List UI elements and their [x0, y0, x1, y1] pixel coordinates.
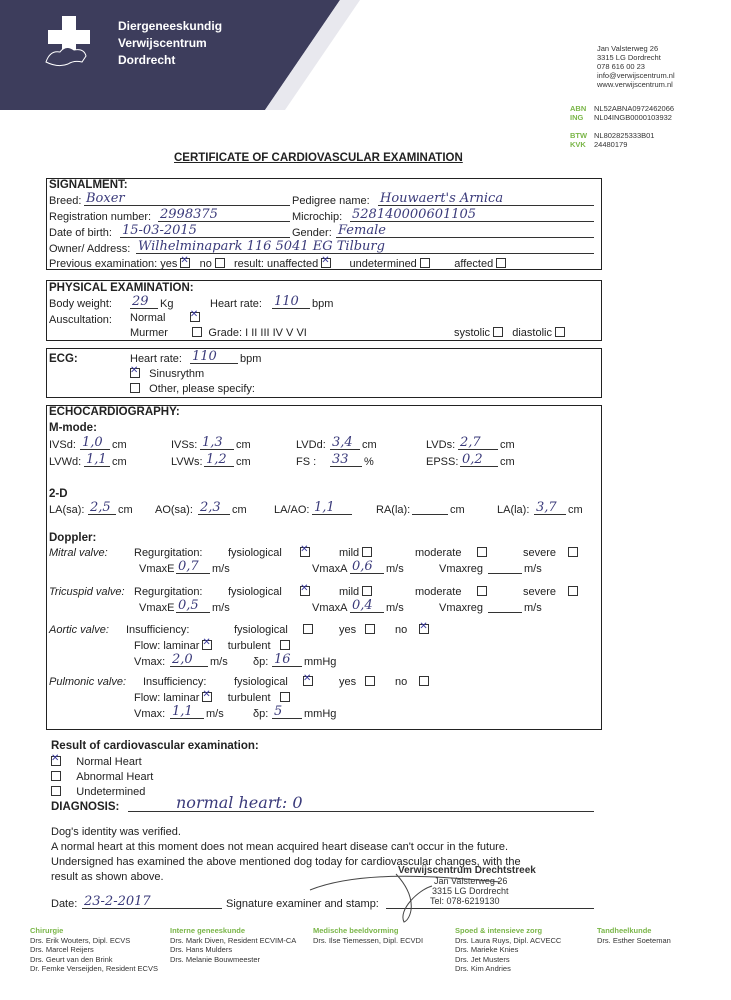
- stamp-line3: Tel: 078-6219130: [430, 896, 500, 906]
- auscultation-label: Auscultation:: [49, 314, 112, 326]
- footer-col1-item: Drs. Erik Wouters, Dipl. ECVS: [30, 935, 131, 945]
- ecg-hr-label: Heart rate:: [130, 353, 182, 365]
- aortic-insuff-label: Insufficiency:: [126, 624, 190, 636]
- clinic-address: [597, 44, 675, 89]
- footer-col5-item: Drs. Esther Soeteman: [597, 935, 671, 945]
- footer-col3-heading: Medische beeldvorming: [313, 926, 399, 935]
- prev-exam-no-checkbox[interactable]: [215, 258, 225, 268]
- address-line1: Jan Valsterweg 26: [597, 44, 659, 53]
- footer-col2-heading: Interne geneeskunde: [170, 926, 246, 935]
- mitral-mild-row: [339, 547, 372, 559]
- mitral-vmaxe-field: [176, 561, 210, 574]
- tricuspid-physio-label: fysiological: [228, 586, 282, 598]
- pulmonic-yes-checkbox[interactable]: [365, 676, 375, 686]
- signature-scribble-icon: [300, 860, 560, 930]
- epss-value: 0,2: [462, 452, 483, 467]
- lvws-value: 1,2: [206, 452, 227, 467]
- clinic-phone: 078 616 00 23: [597, 62, 645, 71]
- gender-field: [336, 225, 594, 238]
- lvwd-label: LVWd:: [49, 456, 82, 468]
- physical-heading: PHYSICAL EXAMINATION:: [49, 282, 194, 294]
- sinus-label: Sinusrythm: [149, 368, 205, 380]
- la-sa-value: 2,5: [90, 500, 111, 515]
- weight-value: 29: [132, 294, 149, 309]
- prev-exam-yes-checkbox[interactable]: [180, 258, 190, 268]
- sinus-row: [130, 368, 204, 380]
- tricuspid-severe-row: [523, 586, 578, 598]
- aortic-yes-checkbox[interactable]: [365, 624, 375, 634]
- pulmonic-dp-field: [272, 706, 302, 719]
- lvds-unit: cm: [500, 439, 515, 451]
- registration-label: Registration number:: [49, 211, 152, 223]
- la-la-field: [534, 502, 566, 515]
- aortic-no-checkbox[interactable]: [419, 624, 429, 634]
- footer-col4-item: Drs. Marieke Knies: [455, 945, 519, 954]
- pulmonic-physio-label: fysiological: [234, 676, 288, 688]
- murmer-label: Murmer: [130, 327, 168, 339]
- footer-beeldvorming: [313, 926, 423, 945]
- aortic-flow-row: [134, 640, 290, 652]
- dob-value: 15-03-2015: [122, 223, 197, 238]
- previous-exam-row: [49, 258, 506, 270]
- tricuspid-moderate-row: [415, 586, 487, 598]
- la-ao-field: [312, 502, 352, 515]
- result-undetermined-label: Undetermined: [76, 786, 146, 798]
- tricuspid-vmaxe-unit: m/s: [212, 602, 230, 614]
- la-ao-value: 1,1: [314, 500, 335, 515]
- ivsd-field: [80, 437, 110, 450]
- echo-heading: ECHOCARDIOGRAPHY:: [49, 406, 180, 418]
- ao-sa-label: AO(sa):: [155, 504, 193, 516]
- mitral-vmaxa-value: 0,6: [352, 559, 373, 574]
- undetermined-checkbox[interactable]: [420, 258, 430, 268]
- ivss-unit: cm: [236, 439, 251, 451]
- result-normal-label: Normal Heart: [76, 756, 142, 768]
- gender-value: Female: [338, 223, 386, 238]
- ecg-hr-unit: bpm: [240, 353, 262, 365]
- owner-field: [136, 241, 594, 254]
- fs-label: FS :: [296, 456, 317, 468]
- aortic-physio-row: [234, 624, 313, 636]
- mitral-severe-row: [523, 547, 578, 559]
- result-normal-row: [51, 756, 142, 768]
- footer-col4-item: Drs. Laura Ruys, Dipl. ACVECC: [455, 935, 562, 945]
- aortic-laminar-label: Flow: laminar: [134, 640, 200, 652]
- diagnosis-label: DIAGNOSIS:: [51, 801, 120, 813]
- signature-label: Signature examiner and stamp:: [226, 898, 379, 910]
- bank-info: [570, 104, 674, 149]
- normal-row: [130, 312, 200, 324]
- aortic-no-label: no: [395, 624, 408, 636]
- pedigree-value: Houwaert's Arnica: [380, 191, 504, 206]
- stamp-line1: Jan Valsterweg 26: [434, 876, 508, 886]
- kvk-label: KVK: [570, 140, 586, 149]
- la-sa-label: LA(sa):: [49, 504, 85, 516]
- ivss-value: 1,3: [202, 435, 223, 450]
- aortic-label: Aortic valve:: [49, 624, 109, 636]
- aortic-vmax-field: [170, 654, 208, 667]
- epss-unit: cm: [500, 456, 515, 468]
- mitral-vmaxreg-label: Vmaxreg: [439, 563, 484, 575]
- murmer-checkbox[interactable]: [192, 327, 202, 337]
- lvws-label: LVWs:: [171, 456, 203, 468]
- microchip-field: [350, 209, 594, 222]
- clinic-name-line3: Dordrecht: [118, 53, 176, 67]
- epss-field: [460, 454, 498, 467]
- pulmonic-turbulent-checkbox[interactable]: [280, 692, 290, 702]
- murmer-row: [130, 327, 307, 339]
- mitral-vmaxreg-unit: m/s: [524, 563, 542, 575]
- statement-line2: A normal heart at this moment does not mean acquired heart disease can't occur in the future.: [51, 841, 509, 853]
- ra-la-label: RA(la):: [376, 504, 411, 516]
- mitral-moderate-row: [415, 547, 487, 559]
- result-undetermined-checkbox[interactable]: [51, 786, 61, 796]
- fs-field: [330, 454, 362, 467]
- pulmonic-turbulent-label: turbulent: [227, 692, 271, 704]
- clinic-name-line2: Verwijscentrum: [118, 36, 207, 50]
- tricuspid-mild-row: [339, 586, 372, 598]
- aortic-dp-field: [272, 654, 302, 667]
- aortic-vmax-value: 2,0: [172, 652, 193, 667]
- ecg-heading: ECG:: [49, 353, 78, 365]
- pulmonic-dp-value: 5: [274, 704, 283, 719]
- normal-label: Normal: [130, 312, 166, 324]
- lvwd-value: 1,1: [86, 452, 107, 467]
- pulmonic-yes-label: yes: [339, 676, 357, 688]
- mitral-vmaxa-field: [350, 561, 384, 574]
- clinic-website: www.verwijscentrum.nl: [597, 80, 673, 89]
- weight-unit: Kg: [160, 298, 174, 310]
- statement-line4: result as shown above.: [51, 871, 164, 883]
- tricuspid-vmaxe-value: 0,5: [178, 598, 199, 613]
- pulmonic-no-checkbox[interactable]: [419, 676, 429, 686]
- result-abnormal-checkbox[interactable]: [51, 771, 61, 781]
- physical-hr-value: 110: [274, 294, 299, 309]
- twod-heading: 2-D: [49, 488, 68, 500]
- la-ao-label: LA/AO:: [274, 504, 310, 516]
- pulmonic-insuff-label: Insufficiency:: [143, 676, 207, 688]
- tricuspid-physio-row: [228, 586, 310, 598]
- la-la-value: 3,7: [536, 500, 557, 515]
- diastolic-checkbox[interactable]: [555, 327, 565, 337]
- footer-tandheelkunde: [597, 926, 671, 945]
- lvdd-field: [330, 437, 360, 450]
- la-la-unit: cm: [568, 504, 583, 516]
- mitral-vmaxe-value: 0,7: [178, 559, 199, 574]
- ing-value: NL04INGB0000103932: [594, 113, 672, 122]
- lvwd-field: [84, 454, 110, 467]
- tricuspid-vmaxa-field: [350, 600, 384, 613]
- footer-col4-item: Drs. Jet Musters: [455, 954, 510, 964]
- owner-label: Owner/ Address:: [49, 243, 131, 255]
- pulmonic-vmax-field: [170, 706, 204, 719]
- abn-label: ABN: [570, 104, 587, 113]
- mitral-severe-label: severe: [523, 547, 557, 559]
- pedigree-field: [378, 193, 594, 206]
- tricuspid-vmaxa-label: VmaxA: [312, 602, 348, 614]
- aortic-physio-label: fysiological: [234, 624, 288, 636]
- dob-field: [120, 225, 290, 238]
- tricuspid-vmaxreg-field: [488, 600, 522, 613]
- ivss-field: [200, 437, 234, 450]
- pulmonic-label: Pulmonic valve:: [49, 676, 127, 688]
- aortic-no-row: [395, 624, 429, 636]
- breed-label: Breed:: [49, 195, 82, 207]
- ivsd-label: IVSd:: [49, 439, 76, 451]
- aortic-vmax-unit: m/s: [210, 656, 228, 668]
- tricuspid-regurg-label: Regurgitation:: [134, 586, 203, 598]
- tricuspid-vmaxa-unit: m/s: [386, 602, 404, 614]
- aortic-dp-value: 16: [274, 652, 291, 667]
- footer-spoed: [455, 926, 561, 974]
- clinic-email: info@verwijscentrum.nl: [597, 71, 675, 80]
- pulmonic-laminar-label: Flow: laminar: [134, 692, 200, 704]
- footer-col1-item: Drs. Marcel Reijers: [30, 945, 94, 954]
- dob-label: Date of birth:: [49, 227, 112, 239]
- footer-col5-heading: Tandheelkunde: [597, 926, 652, 935]
- breed-field: [84, 193, 290, 206]
- date-value: 23-2-2017: [84, 894, 151, 909]
- ing-label: ING: [570, 113, 584, 122]
- affected-checkbox[interactable]: [496, 258, 506, 268]
- lvdd-label: LVDd:: [296, 439, 326, 451]
- tricuspid-mild-checkbox[interactable]: [362, 586, 372, 596]
- abn-value: NL52ABNA0972462066: [594, 104, 675, 113]
- footer-col1-item: Drs. Geurt van den Brink: [30, 954, 113, 964]
- lvds-value: 2,7: [460, 435, 481, 450]
- stamp-line2: 3315 LG Dordrecht: [432, 886, 509, 896]
- ecg-hr-field: [190, 351, 238, 364]
- footer-col2-item: Drs. Melanie Bouwmeester: [170, 954, 261, 964]
- mitral-vmaxreg-field: [488, 561, 522, 574]
- registration-field: [158, 209, 290, 222]
- stamp-name: Verwijscentrum Drechtstreek: [398, 865, 536, 876]
- systolic-label: systolic: [454, 327, 491, 339]
- tricuspid-vmaxreg-label: Vmaxreg: [439, 602, 484, 614]
- lvds-field: [458, 437, 498, 450]
- microchip-value: 528140000601105: [352, 207, 477, 222]
- footer-col1-item: Dr. Femke Verseijden, Resident ECVS: [30, 964, 158, 973]
- mitral-severe-checkbox[interactable]: [568, 547, 578, 557]
- mitral-vmaxa-label: VmaxA: [312, 563, 348, 575]
- result-abnormal-label: Abnormal Heart: [76, 771, 154, 783]
- mitral-moderate-checkbox[interactable]: [477, 547, 487, 557]
- result-normal-checkbox[interactable]: [51, 756, 61, 766]
- footer-col3-item: Drs. Ilse Tiemessen, Dipl. ECVDI: [313, 935, 424, 945]
- ao-sa-unit: cm: [232, 504, 247, 516]
- date-field: [82, 896, 222, 909]
- ivsd-value: 1,0: [82, 435, 103, 450]
- lvdd-unit: cm: [362, 439, 377, 451]
- aortic-yes-label: yes: [339, 624, 357, 636]
- tricuspid-moderate-checkbox[interactable]: [477, 586, 487, 596]
- lvws-unit: cm: [236, 456, 251, 468]
- address-line2: 3315 LG Dordrecht: [597, 53, 661, 62]
- footer-interne: [170, 926, 296, 964]
- aortic-physio-checkbox[interactable]: [303, 624, 313, 634]
- pulmonic-vmax-label: Vmax:: [134, 708, 166, 720]
- date-label: Date:: [51, 898, 78, 910]
- clinic-name-line1: Diergeneeskundig: [118, 19, 223, 33]
- mitral-vmaxe-unit: m/s: [212, 563, 230, 575]
- epss-label: EPSS:: [426, 456, 459, 468]
- mitral-vmaxa-unit: m/s: [386, 563, 404, 575]
- mitral-physio-row: [228, 547, 310, 559]
- diastolic-label: diastolic: [512, 327, 552, 339]
- statement-line3: Undersigned has examined the above mentioned dog today for cardiovascular changes, with the: [51, 856, 521, 868]
- ecg-hr-value: 110: [192, 349, 217, 364]
- tricuspid-mild-label: mild: [339, 586, 360, 598]
- pulmonic-no-label: no: [395, 676, 408, 688]
- weight-field: [130, 296, 158, 309]
- other-label: Other, please specify:: [149, 383, 255, 395]
- aortic-turbulent-label: turbulent: [227, 640, 271, 652]
- pulmonic-yes-row: [339, 676, 375, 688]
- pulmonic-flow-row: [134, 692, 290, 704]
- la-sa-field: [88, 502, 116, 515]
- mitral-label: Mitral valve:: [49, 547, 108, 559]
- ra-la-unit: cm: [450, 504, 465, 516]
- pulmonic-vmax-value: 1,1: [172, 704, 193, 719]
- lvwd-unit: cm: [112, 456, 127, 468]
- pulmonic-vmax-unit: m/s: [206, 708, 224, 720]
- physical-hr-field: [272, 296, 310, 309]
- ra-la-field: [412, 502, 448, 515]
- undetermined-label: undetermined: [349, 258, 417, 270]
- statement-line1: Dog's identity was verified.: [51, 826, 181, 838]
- fs-value: 33: [332, 452, 349, 467]
- tricuspid-physio-checkbox[interactable]: [300, 586, 310, 596]
- mitral-physio-label: fysiological: [228, 547, 282, 559]
- footer-chirurgie: [30, 926, 158, 974]
- footer-col4-heading: Spoed & intensieve zorg: [455, 926, 543, 935]
- pulmonic-physio-row: [234, 676, 313, 688]
- pulmonic-dp-label: δp:: [253, 708, 269, 720]
- la-la-label: LA(la):: [497, 504, 530, 516]
- microchip-label: Microchip:: [292, 211, 343, 223]
- aortic-vmax-label: Vmax:: [134, 656, 166, 668]
- aortic-turbulent-checkbox[interactable]: [280, 640, 290, 650]
- physical-hr-label: Heart rate:: [210, 298, 262, 310]
- systolic-row: [454, 327, 565, 339]
- gender-label: Gender:: [292, 227, 332, 239]
- tricuspid-severe-checkbox[interactable]: [568, 586, 578, 596]
- certificate-title: CERTIFICATE OF CARDIOVASCULAR EXAMINATION: [174, 152, 463, 164]
- clinic-logo-icon: [40, 14, 100, 70]
- affected-label: affected: [454, 258, 494, 270]
- other-checkbox[interactable]: [130, 383, 140, 393]
- mitral-mild-checkbox[interactable]: [362, 547, 372, 557]
- tricuspid-vmaxe-label: VmaxE: [139, 602, 175, 614]
- pulmonic-laminar-checkbox[interactable]: [202, 692, 212, 702]
- mitral-regurg-label: Regurgitation:: [134, 547, 203, 559]
- aortic-yes-row: [339, 624, 375, 636]
- footer-col2-item: Drs. Mark Diven, Resident ECVIM-CA: [170, 935, 297, 945]
- lvds-label: LVDs:: [426, 439, 456, 451]
- breed-value: Boxer: [86, 191, 125, 206]
- pedigree-label: Pedigree name:: [292, 195, 370, 207]
- ivsd-unit: cm: [112, 439, 127, 451]
- aortic-laminar-checkbox[interactable]: [202, 640, 212, 650]
- sinus-checkbox[interactable]: [130, 368, 140, 378]
- mmode-heading: M-mode:: [49, 422, 97, 434]
- aortic-dp-unit: mmHg: [304, 656, 337, 668]
- pulmonic-physio-checkbox[interactable]: [303, 676, 313, 686]
- kvk-value: 24480179: [594, 140, 628, 149]
- unaffected-checkbox[interactable]: [321, 258, 331, 268]
- aortic-dp-label: δp:: [253, 656, 269, 668]
- tricuspid-vmaxe-field: [176, 600, 210, 613]
- diagnosis-value: normal heart: 0: [176, 793, 303, 812]
- ao-sa-value: 2,3: [200, 500, 221, 515]
- doppler-heading: Doppler:: [49, 532, 97, 544]
- mitral-moderate-label: moderate: [415, 547, 462, 559]
- unaffected-label: result: unaffected: [234, 258, 319, 270]
- ao-sa-field: [198, 502, 230, 515]
- registration-value: 2998375: [160, 207, 218, 222]
- systolic-checkbox[interactable]: [493, 327, 503, 337]
- mitral-physio-checkbox[interactable]: [300, 547, 310, 557]
- tricuspid-vmaxreg-unit: m/s: [524, 602, 542, 614]
- signalment-heading: SIGNALMENT:: [49, 179, 128, 191]
- btw-value: NL802825333B01: [594, 131, 655, 140]
- pulmonic-no-row: [395, 676, 429, 688]
- btw-label: BTW: [570, 131, 588, 140]
- footer-col1-heading: Chirurgie: [30, 926, 64, 935]
- prev-exam-no-label: no: [199, 258, 212, 270]
- tricuspid-label: Tricuspid valve:: [49, 586, 125, 598]
- mitral-mild-label: mild: [339, 547, 360, 559]
- ivss-label: IVSs:: [171, 439, 198, 451]
- result-abnormal-row: [51, 771, 153, 783]
- weight-label: Body weight:: [49, 298, 112, 310]
- normal-checkbox[interactable]: [190, 312, 200, 322]
- mitral-vmaxe-label: VmaxE: [139, 563, 175, 575]
- footer-col4-item: Drs. Kim Andries: [455, 964, 511, 973]
- owner-value: Wilhelminapark 116 5041 EG Tilburg: [138, 239, 385, 254]
- other-row: [130, 383, 255, 395]
- tricuspid-vmaxa-value: 0,4: [352, 598, 373, 613]
- tricuspid-severe-label: severe: [523, 586, 557, 598]
- tricuspid-moderate-label: moderate: [415, 586, 462, 598]
- la-sa-unit: cm: [118, 504, 133, 516]
- lvws-field: [204, 454, 234, 467]
- prev-exam-yes-label: Previous examination: yes: [49, 258, 178, 270]
- clinic-name: [118, 18, 222, 69]
- result-heading: Result of cardiovascular examination:: [51, 740, 259, 752]
- grade-label: Grade: I II III IV V VI: [208, 327, 307, 339]
- physical-hr-unit: bpm: [312, 298, 334, 310]
- lvdd-value: 3,4: [332, 435, 353, 450]
- pulmonic-dp-unit: mmHg: [304, 708, 337, 720]
- footer-col2-item: Drs. Hans Mulders: [170, 945, 233, 954]
- fs-unit: %: [364, 456, 374, 468]
- diagnosis-field: [128, 793, 594, 812]
